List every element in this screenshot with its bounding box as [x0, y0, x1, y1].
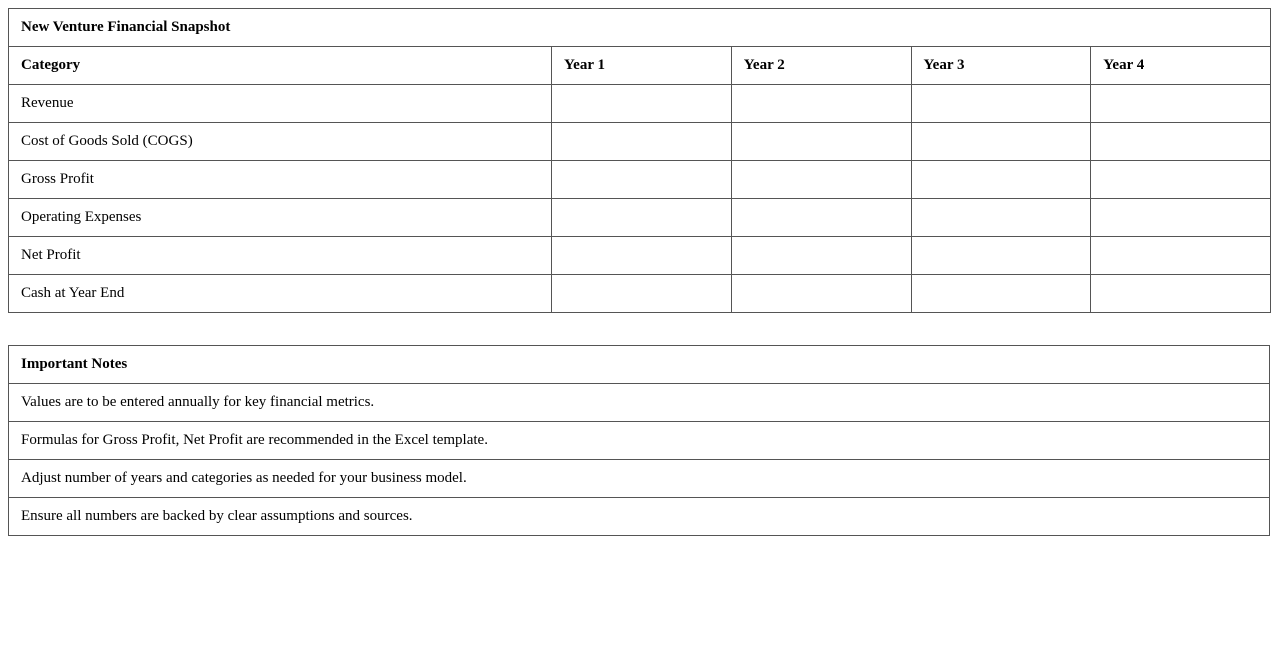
- note-item: Formulas for Gross Profit, Net Profit are recommended in the Excel template.: [9, 422, 1270, 460]
- value-cell[interactable]: [731, 199, 911, 237]
- value-cell[interactable]: [1091, 85, 1271, 123]
- value-cell[interactable]: [911, 275, 1091, 313]
- header-year-4: Year 4: [1091, 47, 1271, 85]
- value-cell[interactable]: [552, 237, 732, 275]
- notes-title-row: [9, 346, 1270, 384]
- header-year-3: Year 3: [911, 47, 1091, 85]
- note-item: Values are to be entered annually for key financial metrics.: [9, 384, 1270, 422]
- note-row: [9, 422, 1270, 460]
- note-item: Ensure all numbers are backed by clear assumptions and sources.: [9, 498, 1270, 536]
- value-cell[interactable]: [1091, 275, 1271, 313]
- table-title: New Venture Financial Snapshot: [9, 9, 1271, 47]
- value-cell[interactable]: [1091, 199, 1271, 237]
- value-cell[interactable]: [1091, 161, 1271, 199]
- value-cell[interactable]: [731, 123, 911, 161]
- note-row: [9, 460, 1270, 498]
- table-row: [9, 237, 1271, 275]
- value-cell[interactable]: [552, 199, 732, 237]
- value-cell[interactable]: [731, 237, 911, 275]
- row-label-revenue: Revenue: [9, 85, 552, 123]
- value-cell[interactable]: [1091, 237, 1271, 275]
- table-title-row: [9, 9, 1271, 47]
- row-label-cogs: Cost of Goods Sold (COGS): [9, 123, 552, 161]
- value-cell[interactable]: [731, 161, 911, 199]
- header-category: Category: [9, 47, 552, 85]
- table-row: [9, 161, 1271, 199]
- note-row: [9, 498, 1270, 536]
- table-row: [9, 123, 1271, 161]
- value-cell[interactable]: [911, 161, 1091, 199]
- value-cell[interactable]: [911, 199, 1091, 237]
- header-year-2: Year 2: [731, 47, 911, 85]
- value-cell[interactable]: [1091, 123, 1271, 161]
- row-label-cash-year-end: Cash at Year End: [9, 275, 552, 313]
- notes-title: Important Notes: [9, 346, 1270, 384]
- header-row: [9, 47, 1271, 85]
- financial-snapshot-table: [8, 8, 1271, 313]
- row-label-gross-profit: Gross Profit: [9, 161, 552, 199]
- value-cell[interactable]: [552, 161, 732, 199]
- value-cell[interactable]: [731, 275, 911, 313]
- value-cell[interactable]: [911, 123, 1091, 161]
- table-row: [9, 85, 1271, 123]
- value-cell[interactable]: [552, 85, 732, 123]
- note-item: Adjust number of years and categories as needed for your business model.: [9, 460, 1270, 498]
- value-cell[interactable]: [552, 275, 732, 313]
- value-cell[interactable]: [911, 85, 1091, 123]
- important-notes-table: [8, 345, 1270, 536]
- value-cell[interactable]: [552, 123, 732, 161]
- table-row: [9, 275, 1271, 313]
- row-label-net-profit: Net Profit: [9, 237, 552, 275]
- table-row: [9, 199, 1271, 237]
- header-year-1: Year 1: [552, 47, 732, 85]
- value-cell[interactable]: [731, 85, 911, 123]
- row-label-operating-expenses: Operating Expenses: [9, 199, 552, 237]
- value-cell[interactable]: [911, 237, 1091, 275]
- note-row: [9, 384, 1270, 422]
